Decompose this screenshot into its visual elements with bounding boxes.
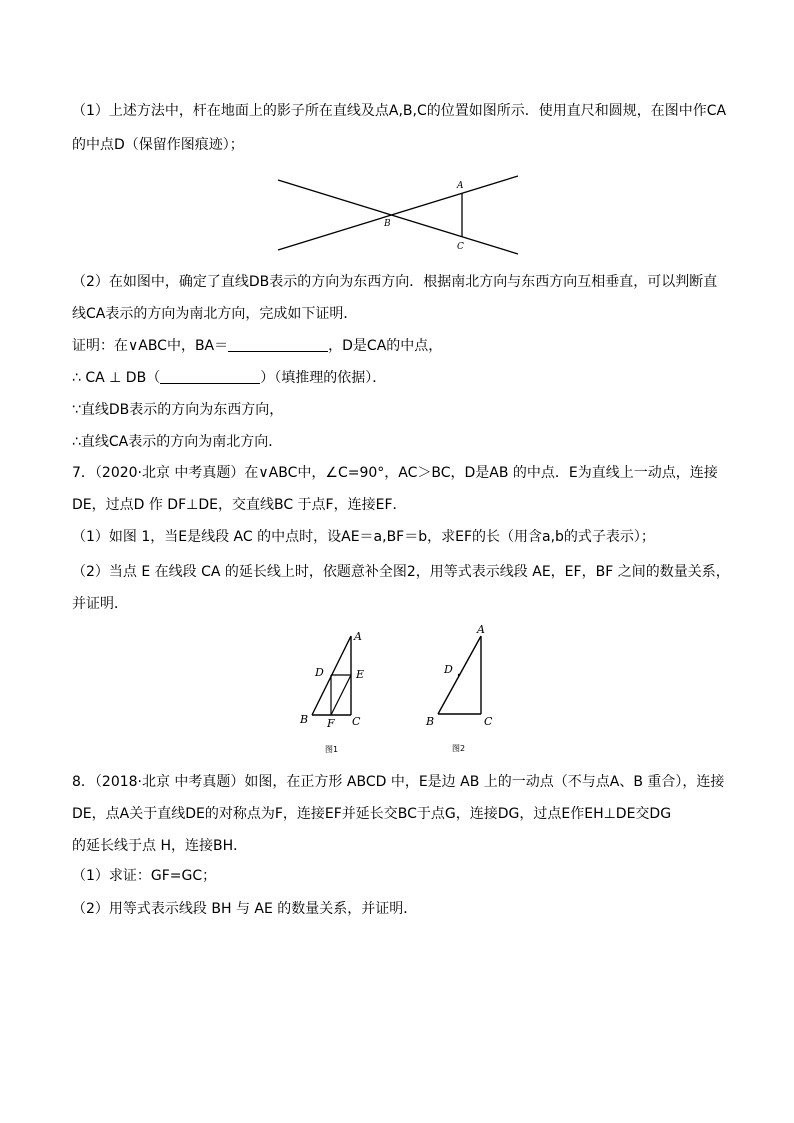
q6-part2-line1: （2）在如图中，确定了直线DB表示的方向为东西方向．根据南北方向与东西方向互相垂直，可以判断直 bbox=[72, 274, 718, 290]
q7-line1: 7．（2020·北京 中考真题）在∨ABC中，∠C=90°，AC＞BC，D是AB 的中点．E为直线上一动点，连接 bbox=[72, 465, 718, 481]
q7-line2: DE，过点D 作 DF⊥DE，交直线BC 于点F，连接EF． bbox=[72, 497, 407, 513]
q6-proof2-blank[interactable] bbox=[160, 369, 260, 384]
q8-line1: 8．（2018·北京 中考真题）如图，在正方形 ABCD 中，E是边 AB 上的一动点（不与点A、B 重合），连接 bbox=[72, 774, 725, 790]
q7-f1-label-b: B bbox=[300, 713, 309, 726]
q6-label-b: B bbox=[384, 219, 391, 229]
q6-line-upper bbox=[278, 176, 518, 250]
q7-part2-line1: （2）当点 E 在线段 CA 的延长线上时，依题意补全图2，用等式表示线段 AE，EF，BF 之间的数量关系， bbox=[72, 564, 730, 580]
q7-figure-1 bbox=[296, 628, 376, 756]
q6-proof-line3: ∵直线DB表示的方向为东西方向， bbox=[72, 402, 284, 418]
q6-proof-line2 bbox=[72, 368, 386, 388]
q7-f1-ef bbox=[331, 675, 351, 715]
q6-label-c: C bbox=[457, 242, 464, 252]
q7-f2-label-d: D bbox=[444, 663, 453, 676]
q6-figure bbox=[270, 170, 530, 260]
q6-part1-line1: （1）上述方法中，杆在地面上的影子所在直线及点A,B,C的位置如图所示．使用直尺和圆规，在图中作CA bbox=[72, 103, 727, 119]
q7-f2-label-c: C bbox=[484, 715, 493, 728]
q6-proof1-pre: 证明：在∨ABC中，BA＝ bbox=[72, 338, 229, 354]
q6-proof-line4: ∴直线CA表示的方向为南北方向． bbox=[72, 434, 283, 450]
q7-f1-label-d: D bbox=[315, 666, 324, 679]
q6-part2-line2: 线CA表示的方向为南北方向，完成如下证明． bbox=[72, 306, 358, 322]
q7-f2-point-d bbox=[458, 674, 460, 676]
q8-line2: DE，点A关于直线DE的对称点为F，连接EF并延长交BC于点G，连接DG，过点E作EH⊥DE交DG bbox=[72, 806, 672, 822]
q6-line-lower bbox=[278, 180, 518, 254]
q8-part2: （2）用等式表示线段 BH 与 AE 的数量关系，并证明． bbox=[72, 901, 418, 917]
q7-figure-2 bbox=[424, 622, 504, 756]
q8-line3: 的延长线于点 H，连接BH． bbox=[72, 838, 248, 854]
q7-f1-label-e: E bbox=[356, 668, 365, 681]
q8-part1: （1）求证：GF=GC； bbox=[72, 868, 217, 884]
q7-f2-label-a: A bbox=[477, 623, 485, 636]
q7-f2-label-b: B bbox=[426, 715, 435, 728]
q6-part1-line2: 的中点D（保留作图痕迹）； bbox=[72, 137, 244, 153]
q7-f1-label-f: F bbox=[327, 717, 335, 730]
q6-proof2-pre: ∴ CA ⊥ DB（ bbox=[72, 370, 161, 386]
q6-proof1-blank[interactable] bbox=[228, 337, 328, 352]
q6-proof-line1 bbox=[72, 336, 442, 356]
q6-label-a: A bbox=[457, 181, 464, 191]
q6-proof2-post: ）（填推理的依据）． bbox=[260, 370, 387, 386]
q6-proof1-post: ，D是CA的中点， bbox=[328, 338, 443, 354]
q7-f1-caption: 图1 bbox=[325, 745, 339, 754]
q7-f1-label-a: A bbox=[354, 630, 362, 643]
q7-f2-caption: 图2 bbox=[452, 744, 466, 753]
q7-part1: （1）如图 1，当E是线段 AC 的中点时，设AE＝a,BF＝b，求EF的长（用含a,b的式子表示）； bbox=[72, 529, 655, 545]
q7-f1-label-c: C bbox=[352, 715, 361, 728]
q7-part2-line2: 并证明． bbox=[72, 596, 128, 612]
